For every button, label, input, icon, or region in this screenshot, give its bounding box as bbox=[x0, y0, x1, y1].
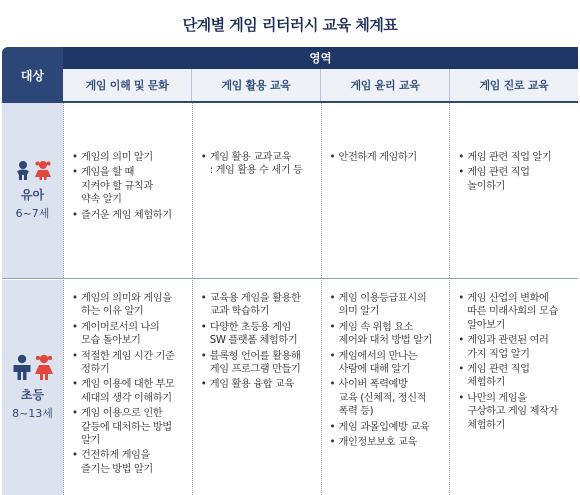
list-item: • 게이머로서의 나의 모습 돌아보기 bbox=[72, 321, 186, 348]
list-item: • 즐거운 게임 체험하기 bbox=[72, 209, 186, 222]
age-group-name: 초등 bbox=[20, 388, 45, 402]
list-item: • 사이버 폭력예방 교육 (신체적, 정신적 폭력 등) bbox=[330, 378, 444, 418]
list-item: • 적절한 게임 시간 기준 정하기 bbox=[72, 350, 186, 377]
table-row-preschool bbox=[2, 103, 578, 279]
header-area: 영역 bbox=[63, 47, 578, 69]
toddler-pair-icon bbox=[14, 160, 52, 180]
list-item: • 게임 활용 교과교육 : 게임 활용 수 세기 등 bbox=[201, 151, 315, 178]
list-item: • 게임 이용에 대한 부모 세대의 생각 이해하기 bbox=[72, 378, 186, 405]
list-item: • 게임의 의미와 게임을 하는 이유 알기 bbox=[72, 292, 186, 319]
list-item: • 안전하게 게임하기 bbox=[330, 151, 444, 164]
list-item: • 게임 과몰입예방 교육 bbox=[330, 421, 444, 434]
column-header-understanding: 게임 이해 및 문화 bbox=[85, 79, 169, 92]
cell-elementary-utilization bbox=[192, 280, 321, 495]
list-item: • 게임과 관련된 여러 가지 직업 알기 bbox=[458, 334, 572, 361]
list-item: • 게임에서의 만나는 사람에 대해 알기 bbox=[330, 350, 444, 377]
cell-preschool-utilization bbox=[192, 103, 321, 278]
header-columns bbox=[63, 69, 578, 103]
column-header-utilization: 게임 활용 교육 bbox=[191, 69, 320, 101]
list-item: • 게임 이용으로 인한 갈등에 대처하는 방법 알기 bbox=[72, 407, 186, 447]
list-item: • 블록형 언어를 활용해 게임 프로그램 만들기 bbox=[201, 350, 315, 377]
education-table bbox=[2, 47, 578, 495]
age-cell-elementary bbox=[2, 280, 63, 495]
list-item: • 개인정보보호 교육 bbox=[330, 436, 444, 449]
schoolchildren-pair-icon bbox=[12, 354, 54, 380]
cell-preschool-understanding bbox=[63, 103, 192, 278]
list-item: • 게임 관련 직업 놀이하기 bbox=[458, 166, 572, 193]
header-target: 대상 bbox=[2, 47, 63, 103]
cell-elementary-ethics bbox=[321, 280, 450, 495]
age-range: 8~13세 bbox=[12, 407, 53, 420]
age-group-name: 유아 bbox=[20, 188, 45, 202]
column-header-career: 게임 진로 교육 bbox=[449, 69, 578, 101]
list-item: • 다양한 초등용 게임 SW 플랫폼 체험하기 bbox=[201, 321, 315, 348]
list-item: • 게임의 의미 알기 bbox=[72, 151, 186, 164]
list-item: • 게임 관련 직업 체험하기 bbox=[458, 363, 572, 390]
list-item: • 게임 활용 융합 교육 bbox=[201, 378, 315, 391]
cell-preschool-career bbox=[449, 103, 578, 278]
cell-elementary-career bbox=[449, 280, 578, 495]
list-item: • 나만의 게임을 구상하고 게임 제작자 체험하기 bbox=[458, 392, 572, 432]
cell-elementary-understanding bbox=[63, 280, 192, 495]
list-item: • 게임을 할 때 지켜야 할 규칙과 약속 알기 bbox=[72, 166, 186, 206]
list-item: • 게임 산업의 변화에 따른 미래사회의 모습 알아보기 bbox=[458, 292, 572, 332]
list-item: • 건전하게 게임을 즐기는 방법 알기 bbox=[72, 449, 186, 476]
column-header-ethics: 게임 윤리 교육 bbox=[320, 69, 449, 101]
list-item: • 교육용 게임을 활용한 교과 학습하기 bbox=[201, 292, 315, 319]
age-range: 6~7세 bbox=[15, 207, 50, 220]
page-title: 단계별 게임 리터러시 교육 체계표 bbox=[182, 16, 398, 34]
age-cell-preschool bbox=[2, 103, 63, 278]
table-row-elementary bbox=[2, 280, 578, 495]
list-item: • 게임 이용등급표시의 의미 알기 bbox=[330, 292, 444, 319]
list-item: • 게임 관련 직업 알기 bbox=[458, 151, 572, 164]
list-item: • 게임 속 위험 요소 제어와 대처 방법 알기 bbox=[330, 321, 444, 348]
cell-preschool-ethics bbox=[321, 103, 450, 278]
